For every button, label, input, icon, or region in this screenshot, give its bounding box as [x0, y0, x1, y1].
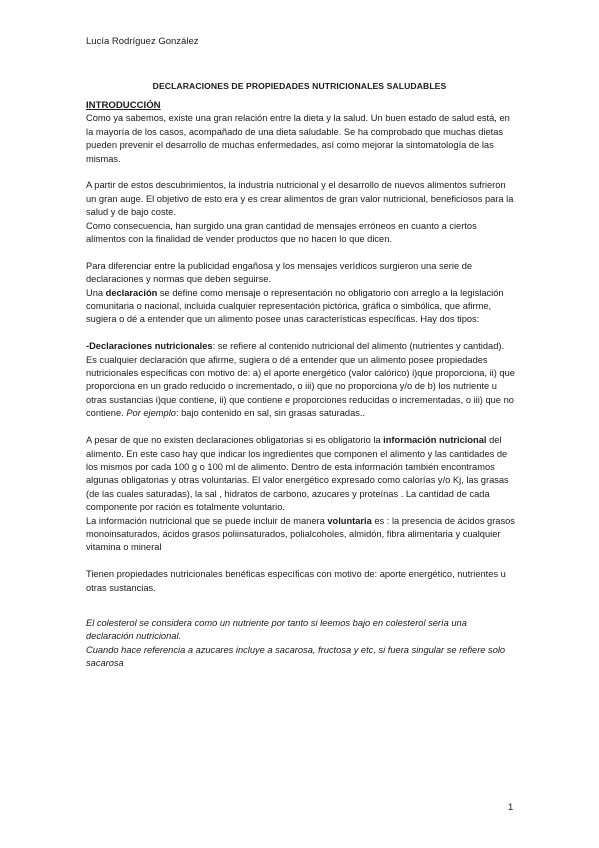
document-title: DECLARACIONES DE PROPIEDADES NUTRICIONALES SALUDABLES [152, 81, 447, 91]
paragraph-intro: Como ya sabemos, existe una gran relación entre la dieta y la salud. Un buen estado de salud está, en la mayoría de los casos, acompañado de una dieta saludable. Se ha comprobado que muchas dietas pueden prevenir el desarrollo de muchas enfermedades, así como mejorar la sintomatología de las mismas. [86, 113, 510, 164]
author-name: Lucía Rodríguez González [86, 36, 199, 47]
paragraph-nutritional-info [86, 434, 516, 514]
bold-term-voluntaria: voluntaria [327, 515, 372, 526]
paragraph-consequence: Como consecuencia, han surgido una gran cantidad de mensajes erróneos en cuanto a ciertos alimentos con la finalidad de vender productos que no hacen lo que dicen. [86, 220, 477, 245]
paragraph-properties: Tienen propiedades nutricionales benéficas específicas con motivo de: aporte energético, nutrientes u otras sustancias. [86, 569, 506, 593]
text-span: La información nutricional que se puede incluir de manera [86, 515, 328, 526]
document-body [86, 99, 516, 671]
paragraph-voluntary-info [86, 515, 516, 555]
paragraph-definition [86, 287, 516, 327]
text-span: : bajo contenido en sal, sin grasas saturadas.. [175, 408, 366, 419]
text-span: A pesar de que no existen declaraciones obligatorias si es obligatorio la [86, 435, 384, 446]
text-span: del alimento. En este caso hay que indicar los ingredientes que componen el alimento y las cantidades de los mismos por cada 100 g o 100 ml de alimento. Dentro de esta información también encontramos algunas obligatorias y otras voluntarias. El valor energético expresado como calorías y/o Kj, las grasas (de las cuales saturadas), la sal , hidratos de carbono, azucares y proteínas . La cantidad de cada componente por ración es totalmente voluntario. [86, 435, 509, 513]
note-sugars: Cuando hace referencia a azucares incluye a sacarosa, fructosa y etc, si fuera singular se refiere solo sacarosa [86, 644, 506, 669]
section-heading: INTRODUCCIÓN [86, 100, 161, 111]
text-span: : se refiere al contenido nutricional del alimento (nutrientes y cantidad). Es cualquier declaración que afirme, sugiera o dé a entender que un alimento posee propiedades nutricionales específicas con motivo de: a) el aporte energético (valor calórico) i)que proporciona, ii) que proporciona en un grado reducido o incrementado, o iii) que no proporciona y/o de b) los nutriente u otras sustancias i)que contiene, ii) que contiene e proporciones reducidas o incrementadas, o iii) que no contiene. [86, 341, 515, 419]
paragraph-nutritional-claims [86, 340, 516, 420]
paragraph-differentiate: Para diferenciar entre la publicidad engañosa y los mensajes verídicos surgieron una serie de declaraciones y normas que deben seguirse. [86, 260, 473, 285]
text-span: Una [86, 287, 106, 298]
italic-por-ejemplo: Por ejemplo [126, 408, 176, 419]
bold-term-declaracion: declaración [105, 287, 158, 298]
note-cholesterol: El colesterol se considera como un nutriente por tanto si leemos bajo en colesterol sería una declaración nutricional. [86, 617, 467, 642]
bold-term-informacion-nutricional: información nutricional [383, 435, 487, 446]
page-number: 1 [508, 802, 514, 813]
bold-term-declaraciones-nutricionales: -Declaraciones nutricionales [86, 341, 213, 352]
text-span: se define como mensaje o representación no obligatorio con arreglo a la legislación comunitaria o nacional, incluida cualquier representación pictórica, gráfica o simbólica, que afirme, sugiera o dé a entender que un alimento posee unas características específicas. Hay dos tipos: [86, 287, 504, 325]
paragraph-industry: A partir de estos descubrimientos, la industria nutricional y el desarrollo de nuevos alimentos sufrieron un gran auge. El objetivo de esto era y es crear alimentos de gran valor nutricional, beneficiosos para la salud y de bajo coste. [86, 180, 514, 218]
text-span: es : la presencia de ácidos grasos monoinsaturados, ácidos grasos poliinsaturados, polialcoholes, almidón, fibra alimentaria y cualquier vitamina o mineral [86, 515, 515, 553]
